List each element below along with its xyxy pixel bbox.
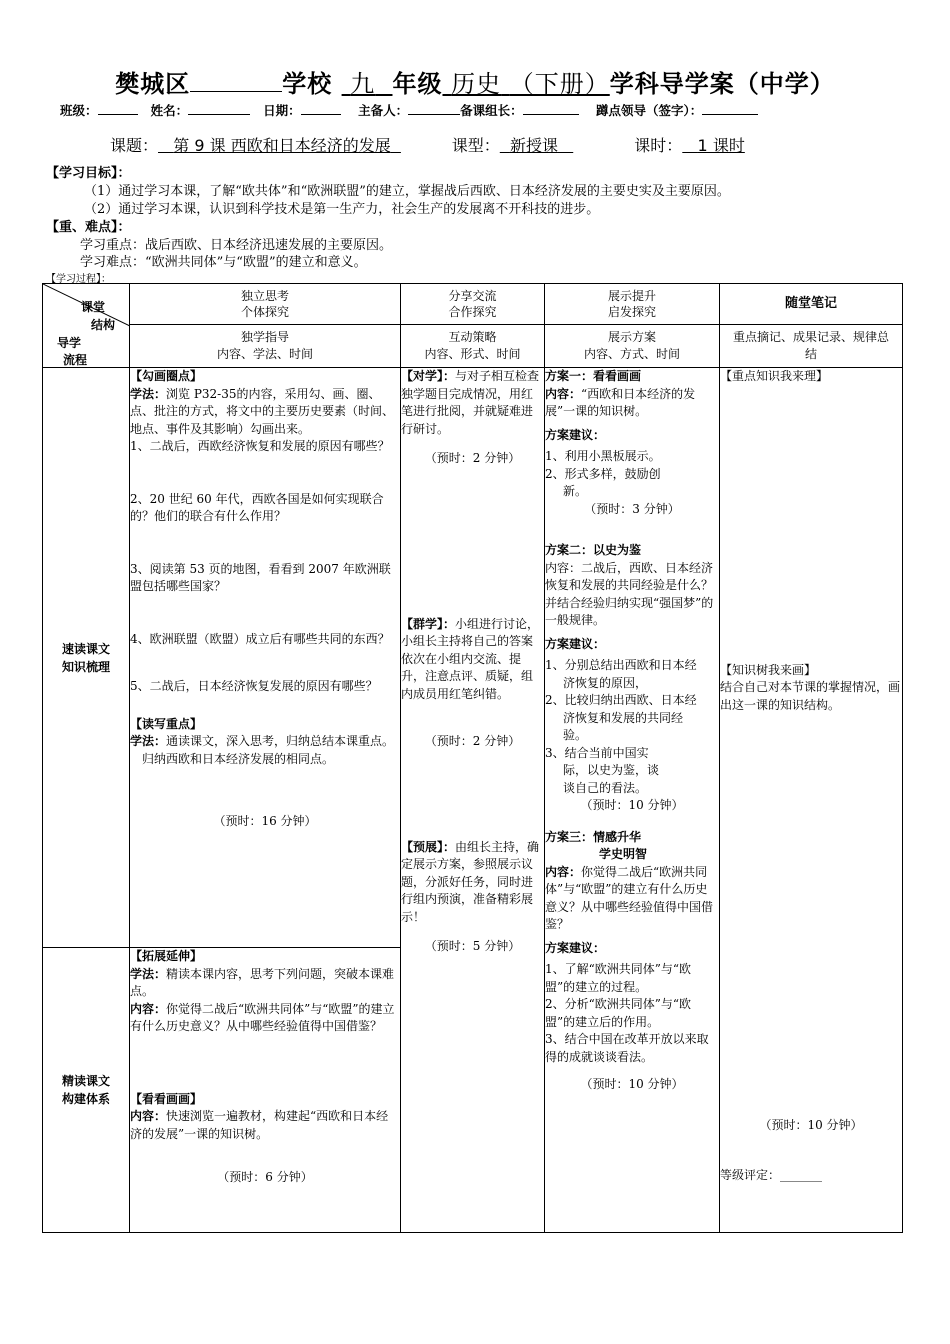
name-label: 姓名：: [150, 103, 189, 118]
sub-header-2: 互动策略 内容、形式、时间: [401, 325, 545, 368]
date-field[interactable]: [301, 102, 341, 115]
school-blank[interactable]: [190, 71, 282, 92]
question-5: 5、二战后，日本经济恢复发展的原因有哪些？: [130, 679, 378, 693]
question-4: 4、欧洲联盟（欧盟）成立后有哪些共同的东西？: [130, 631, 390, 646]
self-study-cell-1: 【勾画圈点】 学法：浏览 P32-35的内容，采用勾、画、圈、点、批注的方式，将文中的主要历史要素（时间、地点、事件及其影响）勾画出来。 1、二战后，西欧经济恢复和发展的原因有哪些？ 2、20 世纪 60 年代，西欧各国是如何实现联合的？他们的联合有什么作用？ 3、阅读第 53 页的地图，看看到 2007 年欧洲联盟包括哪些国家？ 4、欧洲联盟（欧盟）成立后有哪些共同的东西？ 5、二战后，日本经济恢复发展的原因有哪些？ 【读写重点】 学法：通读课文，深入思考，归纳总结本课重点。 归纳西欧和日本经济发展的相同点。 （预时：16 分钟）: [130, 368, 401, 948]
corner-cell: 课堂 结构 导学 流程: [43, 284, 130, 368]
class-field[interactable]: [98, 102, 138, 115]
notes-key-points: 【重点知识我来理】: [720, 369, 829, 383]
objectives-heading: 【学习目标】：: [46, 166, 131, 181]
question-3: 3、阅读第 53 页的地图，看看到 2007 年欧洲联盟包括哪些国家？: [130, 561, 391, 593]
objective-2: （2）通过学习本课，认识到科学技术是第一生产力，社会生产的发展离不开科技的进步。: [84, 202, 600, 217]
period-value: 1 课时: [697, 136, 745, 155]
type-value: 新授课: [509, 136, 558, 155]
sub-header-3: 展示方案 内容、方式、时间: [545, 325, 720, 368]
preparer-label: 主备人：: [358, 103, 409, 118]
info-line: [60, 101, 920, 119]
objective-1: （1）通过学习本课，了解“欧共体”和“欧洲联盟”的建立，掌握战后西欧、日本经济发展的主要史实及主要原因。: [84, 184, 730, 199]
time-16: （预时：16 分钟）: [213, 814, 317, 828]
col-header-1: 独立思考 个体探究: [130, 284, 401, 325]
notes-knowledge-tree: 【知识树我来画】: [720, 662, 817, 677]
group-leader-field[interactable]: [523, 102, 579, 115]
notes-cell[interactable]: 【重点知识我来理】 【知识树我来画】 结合自己对本节课的掌握情况，画出这一课的知识结构。 （预时：10 分钟） 等级评定：_______: [720, 368, 903, 1233]
leader-field[interactable]: [702, 102, 758, 115]
group-leader-label: 备课组长：: [460, 103, 523, 118]
row-label-2: 精读课文 构建体系: [43, 948, 130, 1233]
process-table: [42, 283, 903, 1233]
sub-header-1: 独学指导 内容、学法、时间: [130, 325, 401, 368]
page-title: 樊城区 学校 九 年级 历史 （下册）学科导学案（中学）: [115, 70, 835, 98]
sub-header-4: 重点摘记、成果记录、规律总 结: [720, 325, 903, 368]
keypoints-heading: 【重、难点】：: [46, 220, 131, 235]
date-label: 日期：: [263, 103, 301, 118]
question-1: 1、二战后，西欧经济恢复和发展的原因有哪些？: [130, 439, 390, 453]
class-label: 班级：: [60, 103, 98, 118]
self-study-cell-2: 【拓展延伸】 学法：精读本课内容，思考下列问题，突破本课难点。 内容：你觉得二战后“欧洲共同体”与“欧盟”的建立有什么历史意义？从中哪些经验值得中国借鉴？ 【看看画画】 内容：快速浏览一遍教材，构建起“西欧和日本经济的发展”一课的知识树。 （预时：6 分钟）: [130, 948, 401, 1233]
difficult-point: 学习难点：“欧洲共同体”与“欧盟”的建立和意义。: [80, 255, 367, 270]
grade-evaluation[interactable]: 等级评定：_______: [720, 1167, 823, 1182]
key-point: 学习重点：战后西欧、日本经济迅速发展的主要原因。: [80, 238, 393, 253]
lesson-line: 课题： 第 9 课 西欧和日本经济的发展 课型： 新授课 课时： 1 课时: [110, 136, 745, 155]
leader-label: 蹲点领导（签字）：: [596, 103, 703, 118]
process-label: 【学习过程】：: [46, 274, 111, 285]
topic-value: 第 9 课 西欧和日本经济的发展: [173, 136, 391, 155]
interaction-cell: 【对学】：与对子相互检查独学题目完成情况，用红笔进行批阅，并就疑难进行研讨。 （预时：2 分钟） 【群学】：小组进行讨论，小组长主持将自己的答案依次在小组内交流、提升，注意点评、质疑，组内成员用红笔纠错。 （预时：2 分钟） 【预展】：由组长主持，确定展示方案，参照展示议题，分派好任务，同时进行组内预演，准备精彩展示！ （预时：5 分钟）: [401, 368, 545, 1233]
presentation-cell: 方案一：看看画画 内容：“西欧和日本经济的发展”一课的知识树。 方案建议： 1、利用小黑板展示。 2、形式多样，鼓励创 新。 （预时：3 分钟） 方案二：以史为鉴 内容：二战后，西欧、日本经济恢复和发展的共同经验是什么？并结合经验归纳实现“强国梦”的一般规律。 方案建议： 1、分别总结出西欧和日本经 济恢复的原因， 2、比较归纳出西欧、日本经 济恢复和发展的共同经 验。 3、结合当前中国实 际，以史为鉴，谈 谈自己的看法。 （预时：10 分钟） 方案三：情感升华 学史明智 内容：你觉得二战后“欧洲共同体”与“欧盟”的建立有什么历史意义？从中哪些经验值得中国借鉴？ 方案建议： 1、了解“欧洲共同体”与“欧盟”的建立的过程。 2、分析“欧洲共同体”与“欧盟”的建立后的作用。 3、结合中国在改革开放以来取得的成就谈谈看法。 （预时：10 分钟）: [545, 368, 720, 1233]
col-header-3: 展示提升 启发探究: [545, 284, 720, 325]
name-field[interactable]: [188, 102, 250, 115]
preparer-field[interactable]: [408, 102, 460, 115]
row-label-1: 速读课文 知识梳理: [43, 368, 130, 948]
col-header-2: 分享交流 合作探究: [401, 284, 545, 325]
question-2: 2、20 世纪 60 年代，西欧各国是如何实现联合的？他们的联合有什么作用？: [130, 491, 384, 523]
col-header-4: 随堂笔记: [720, 284, 903, 325]
